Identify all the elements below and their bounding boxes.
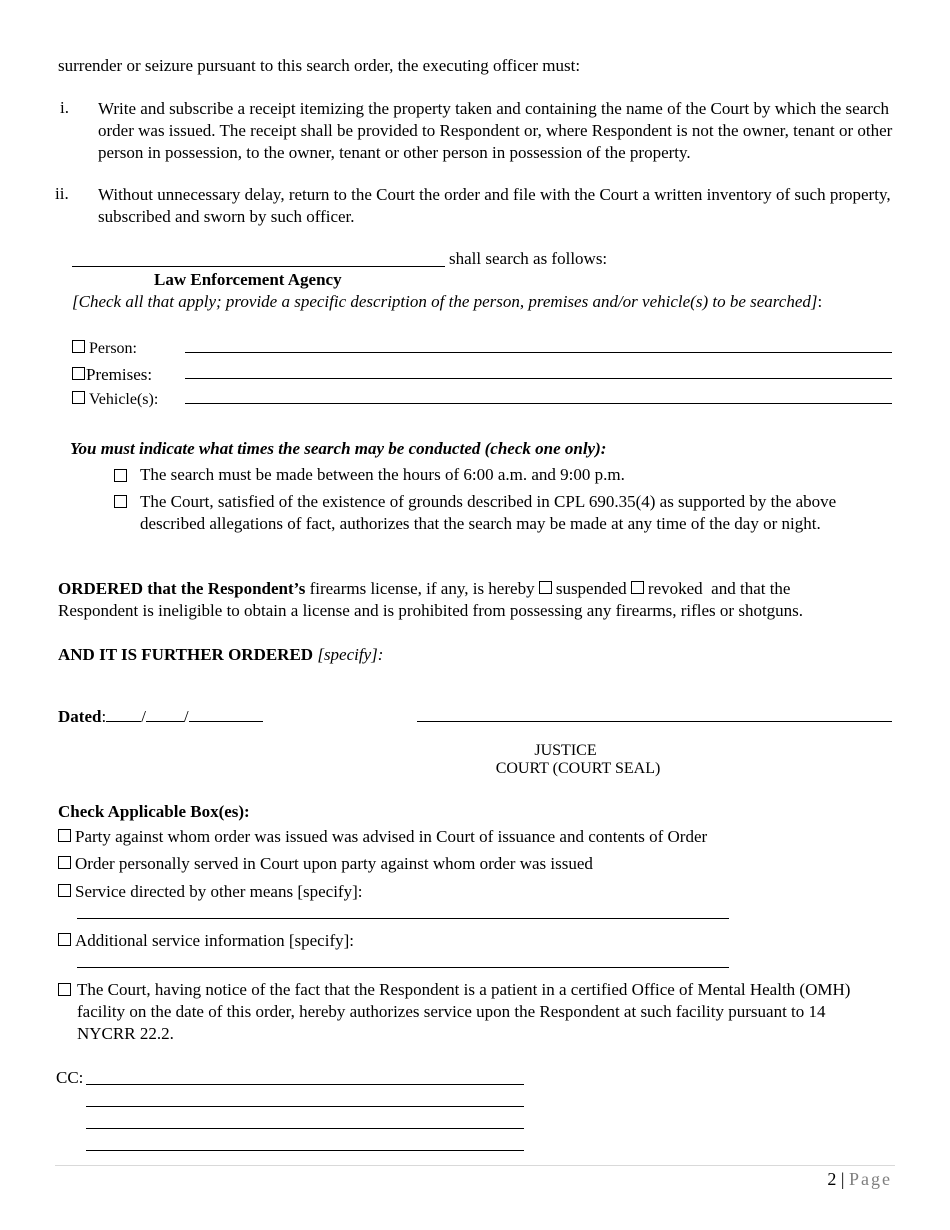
dated-sep1: / bbox=[141, 707, 146, 726]
dated-sep2: / bbox=[183, 707, 189, 726]
additional-info-line[interactable] bbox=[77, 967, 729, 968]
ordered-bold: ORDERED that the Respondent’s bbox=[58, 579, 306, 598]
check-item-additional bbox=[58, 931, 354, 951]
cc-line-3[interactable] bbox=[86, 1128, 524, 1129]
target-person bbox=[72, 340, 137, 358]
premises-description-line[interactable] bbox=[185, 378, 892, 379]
page-footer bbox=[827, 1169, 892, 1190]
person-checkbox[interactable] bbox=[72, 340, 85, 353]
omh-checkbox[interactable] bbox=[58, 981, 75, 1001]
check-item-advised-text: Party against whom order was issued was advised in Court of issuance and contents of Order bbox=[75, 827, 708, 846]
page-number: 2 bbox=[827, 1169, 837, 1189]
vehicles-description-line[interactable] bbox=[185, 403, 892, 404]
other-means-checkbox[interactable] bbox=[58, 884, 71, 897]
duty-text-1: Write and subscribe a receipt itemizing the property taken and containing the name of the Court by which the search order was issued. The receipt shall be provided to Respondent or, where Respondent is not the owner, tenant or other person in possession, to the owner, tenant or other person in possession of the property. bbox=[98, 99, 893, 162]
dated-colon: : bbox=[101, 707, 107, 726]
further-ordered-bold: AND IT IS FURTHER ORDERED bbox=[58, 645, 314, 664]
dated-year-blank[interactable] bbox=[189, 707, 263, 722]
cc-line-1[interactable] bbox=[86, 1084, 524, 1085]
revoked-label: revoked bbox=[647, 579, 703, 598]
agency-caption: Law Enforcement Agency bbox=[154, 270, 342, 289]
check-item-other-means bbox=[58, 882, 362, 902]
other-means-line[interactable] bbox=[77, 918, 729, 919]
check-item-additional-text: Additional service information [specify]: bbox=[75, 931, 354, 950]
check-instruction bbox=[72, 291, 842, 313]
suspended-label: suspended bbox=[555, 579, 627, 598]
check-item-served-text: Order personally served in Court upon party against whom order was issued bbox=[75, 854, 593, 873]
dated-month-blank[interactable] bbox=[106, 707, 141, 722]
additional-checkbox[interactable] bbox=[58, 933, 71, 946]
dated-day-blank[interactable] bbox=[146, 707, 184, 722]
times-option1-checkbox[interactable] bbox=[114, 467, 131, 487]
target-person-label: Person: bbox=[89, 340, 137, 357]
further-ordered-specify: [specify]: bbox=[317, 645, 384, 664]
check-item-advised bbox=[58, 827, 707, 847]
check-item-omh-text: The Court, having notice of the fact that the Respondent is a patient in a certified Office of Mental Health (OMH) facility on the date of this order, hereby authorizes service upon the Respondent at such facility pursuant to 14 NYCRR 22.2. bbox=[77, 980, 851, 1043]
agency-blank-line[interactable] bbox=[72, 266, 445, 267]
served-checkbox[interactable] bbox=[58, 856, 71, 869]
times-option2-checkbox[interactable] bbox=[114, 493, 131, 513]
target-premises bbox=[72, 365, 152, 385]
duty-text-2: Without unnecessary delay, return to the Court the order and file with the Court a written inventory of such property, subscribed and sworn by such officer. bbox=[98, 185, 891, 226]
ordered-line1 bbox=[58, 579, 790, 599]
court-seal-label: COURT (COURT SEAL) bbox=[495, 760, 661, 777]
cc-line-4[interactable] bbox=[86, 1150, 524, 1151]
justice-label: JUSTICE bbox=[534, 742, 597, 759]
dated-field bbox=[58, 707, 263, 727]
dated-label: Dated bbox=[58, 707, 102, 726]
times-heading: You must indicate what times the search may be conducted (check one only): bbox=[70, 439, 607, 458]
premises-checkbox[interactable] bbox=[72, 367, 85, 380]
check-item-served bbox=[58, 854, 593, 874]
check-item-other-means-text: Service directed by other means [specify]: bbox=[75, 882, 363, 901]
times-option2-text: The Court, satisfied of the existence of grounds described in CPL 690.35(4) as supported by the above described allegations of fact, authorizes that the search may be made at any time of the day or night. bbox=[140, 492, 837, 533]
target-vehicles-label: Vehicle(s): bbox=[89, 391, 159, 408]
cc-line-2[interactable] bbox=[86, 1106, 524, 1107]
vehicles-checkbox[interactable] bbox=[72, 391, 85, 404]
ordered-text2: and that the bbox=[711, 579, 791, 598]
further-ordered bbox=[58, 645, 383, 665]
page-separator: | bbox=[840, 1169, 845, 1189]
footer-rule bbox=[55, 1165, 895, 1166]
check-instruction-colon: : bbox=[817, 292, 823, 311]
agency-suffix: shall search as follows: bbox=[449, 249, 608, 268]
page-word: Page bbox=[849, 1169, 892, 1189]
target-vehicles bbox=[72, 391, 158, 409]
check-applicable-heading: Check Applicable Box(es): bbox=[58, 802, 250, 821]
duty-number-2: ii. bbox=[55, 184, 69, 203]
ordered-text1: firearms license, if any, is hereby bbox=[309, 579, 535, 598]
target-premises-label: Premises: bbox=[86, 365, 153, 384]
revoked-checkbox[interactable] bbox=[631, 581, 644, 594]
duty-number-1: i. bbox=[60, 98, 69, 117]
signature-line[interactable] bbox=[417, 721, 892, 722]
advised-checkbox[interactable] bbox=[58, 829, 71, 842]
times-option1-text: The search must be made between the hours of 6:00 a.m. and 9:00 p.m. bbox=[140, 465, 625, 484]
check-instruction-italic: [Check all that apply; provide a specific description of the person, premises and/or vehicle(s) to be searched] bbox=[72, 292, 818, 311]
ordered-line2: Respondent is ineligible to obtain a license and is prohibited from possessing any firearms, rifles or shotguns. bbox=[58, 601, 804, 620]
person-description-line[interactable] bbox=[185, 352, 892, 353]
intro-text: surrender or seizure pursuant to this search order, the executing officer must: bbox=[58, 56, 581, 75]
cc-label: CC: bbox=[56, 1068, 84, 1087]
suspended-checkbox[interactable] bbox=[539, 581, 552, 594]
